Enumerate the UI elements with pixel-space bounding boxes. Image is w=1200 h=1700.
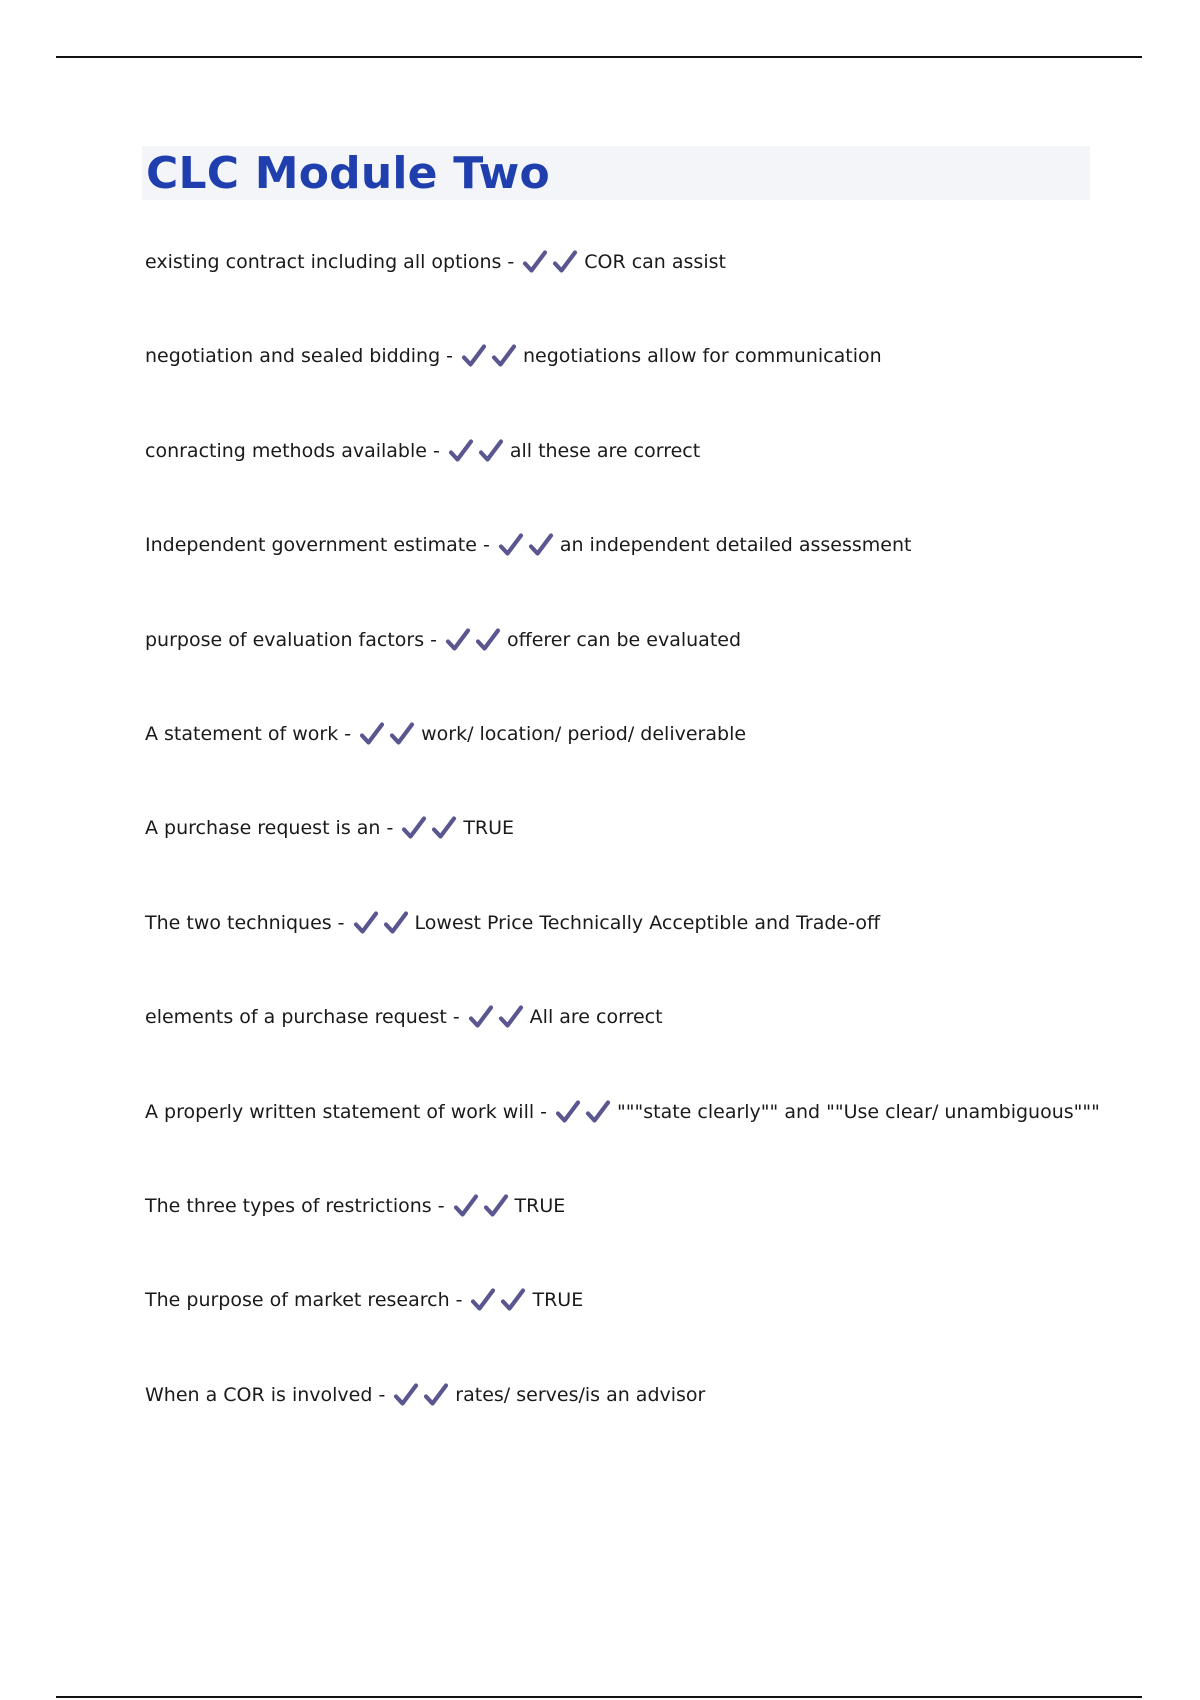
qa-item bbox=[145, 1096, 1100, 1190]
checkmark-icon bbox=[359, 718, 385, 750]
answer-text: rates/ serves/is an advisor bbox=[455, 1383, 706, 1406]
qa-item bbox=[145, 907, 1095, 1001]
answer-text: TRUE bbox=[514, 1194, 566, 1217]
answer-text: All are correct bbox=[529, 1006, 663, 1029]
question-answer-separator: - bbox=[507, 251, 515, 273]
qa-item bbox=[145, 624, 1095, 718]
question-text: existing contract including all options bbox=[145, 251, 502, 273]
qa-item bbox=[145, 1001, 1095, 1095]
qa-list bbox=[145, 246, 1100, 1473]
answer-text: Lowest Price Technically Acceptible and Trade-off bbox=[414, 911, 881, 934]
qa-item bbox=[145, 1284, 1095, 1378]
answer-text: TRUE bbox=[463, 817, 515, 840]
bottom-rule bbox=[56, 1696, 1142, 1698]
answer-text: offerer can be evaluated bbox=[506, 628, 742, 651]
question-answer-separator: - bbox=[337, 911, 345, 934]
qa-item bbox=[145, 812, 1095, 906]
answer-text: all these are correct bbox=[509, 439, 701, 462]
question-answer-separator: - bbox=[386, 817, 394, 840]
checkmark-icon bbox=[383, 907, 409, 939]
checkmark-icon bbox=[453, 1190, 479, 1222]
top-rule bbox=[56, 56, 1142, 58]
checkmark-icon bbox=[555, 1096, 581, 1128]
question-text: The three types of restrictions bbox=[145, 1194, 432, 1217]
checkmark-icon bbox=[468, 1001, 494, 1033]
question-text: When a COR is involved bbox=[145, 1383, 373, 1406]
checkmark-icon bbox=[498, 529, 524, 561]
qa-item bbox=[145, 529, 1095, 623]
checkmark-icon bbox=[393, 1379, 419, 1411]
answer-text: TRUE bbox=[532, 1289, 584, 1312]
answer-text: """state clearly"" and ""Use clear/ unambiguous""" bbox=[617, 1100, 1100, 1123]
checkmark-icon bbox=[461, 340, 487, 372]
checkmark-icon bbox=[498, 1001, 524, 1033]
checkmark-icon bbox=[423, 1379, 449, 1411]
question-answer-separator: - bbox=[482, 534, 490, 557]
question-answer-separator: - bbox=[430, 628, 437, 651]
checkmark-icon bbox=[431, 812, 457, 844]
question-answer-separator: - bbox=[344, 722, 352, 745]
checkmark-icon bbox=[491, 340, 517, 372]
question-text: elements of a purchase request bbox=[145, 1006, 447, 1029]
checkmark-icon bbox=[522, 246, 548, 278]
qa-item bbox=[145, 1190, 1095, 1284]
checkmark-icon bbox=[353, 907, 379, 939]
qa-item bbox=[145, 246, 1095, 340]
answer-text: an independent detailed assessment bbox=[559, 534, 912, 557]
answer-text: COR can assist bbox=[584, 251, 726, 273]
question-text: conracting methods available bbox=[145, 439, 427, 462]
question-text: The two techniques bbox=[145, 911, 332, 934]
question-text: negotiation and sealed bidding bbox=[145, 345, 441, 368]
question-answer-separator: - bbox=[378, 1383, 386, 1406]
question-answer-separator: - bbox=[452, 1006, 460, 1029]
answer-text: work/ location/ period/ deliverable bbox=[421, 722, 747, 745]
checkmark-icon bbox=[389, 718, 415, 750]
checkmark-icon bbox=[475, 624, 501, 656]
question-answer-separator: - bbox=[540, 1100, 548, 1123]
qa-item bbox=[145, 340, 1095, 434]
checkmark-icon bbox=[585, 1096, 611, 1128]
question-text: purpose of evaluation factors bbox=[145, 628, 425, 651]
checkmark-icon bbox=[448, 435, 474, 467]
question-text: The purpose of market research bbox=[145, 1289, 450, 1312]
question-text: A properly written statement of work will bbox=[145, 1100, 535, 1123]
page-title: CLC Module Two bbox=[146, 148, 550, 199]
answer-text: negotiations allow for communication bbox=[523, 345, 882, 368]
question-text: A statement of work bbox=[145, 722, 339, 745]
question-answer-separator: - bbox=[437, 1194, 445, 1217]
question-text: A purchase request is an bbox=[145, 817, 381, 840]
checkmark-icon bbox=[500, 1284, 526, 1316]
question-answer-separator: - bbox=[446, 345, 454, 368]
checkmark-icon bbox=[478, 435, 504, 467]
checkmark-icon bbox=[445, 624, 471, 656]
checkmark-icon bbox=[528, 529, 554, 561]
checkmark-icon bbox=[401, 812, 427, 844]
question-answer-separator: - bbox=[432, 439, 440, 462]
checkmark-icon bbox=[483, 1190, 509, 1222]
qa-item bbox=[145, 435, 1095, 529]
question-answer-separator: - bbox=[455, 1289, 463, 1312]
qa-item bbox=[145, 718, 1095, 812]
question-text: Independent government estimate bbox=[145, 534, 477, 557]
qa-item bbox=[145, 1379, 1095, 1473]
checkmark-icon bbox=[552, 246, 578, 278]
checkmark-icon bbox=[470, 1284, 496, 1316]
